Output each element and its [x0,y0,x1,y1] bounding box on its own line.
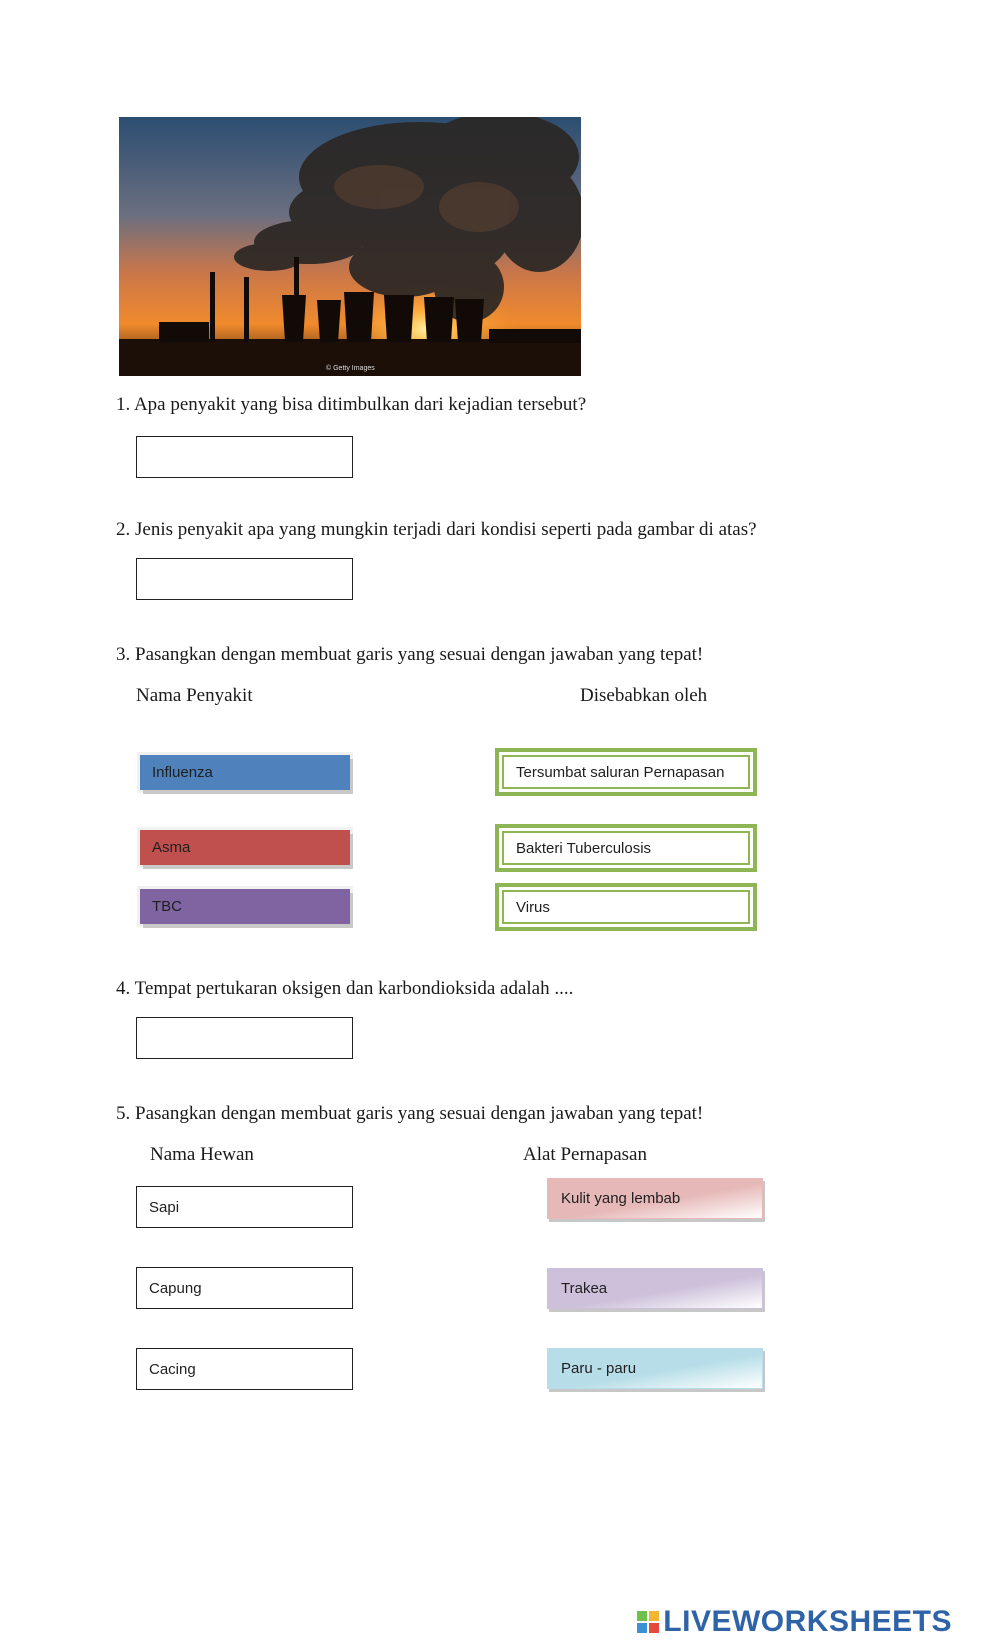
organ-label: Trakea [561,1280,608,1297]
answer-4-input[interactable] [136,1017,353,1059]
question-3-number: 3. [116,644,131,665]
question-1-number: 1. [116,394,131,415]
cause-label: Tersumbat saluran Pernapasan [502,755,750,789]
q5-left-header: Nama Hewan [150,1144,254,1165]
animal-label: Sapi [149,1198,180,1216]
animal-item-sapi[interactable] [136,1186,353,1228]
question-4-text: Tempat pertukaran oksigen dan karbondioksida adalah .... [134,978,574,999]
cause-label: Bakteri Tuberculosis [502,831,750,865]
question-1-text: Apa penyakit yang bisa ditimbulkan dari kejadian tersebut? [133,394,587,415]
question-4 [116,978,573,1000]
animal-label: Capung [149,1279,202,1297]
answer-1-input[interactable] [136,436,353,478]
q3-right-header: Disebabkan oleh [580,685,708,706]
organ-item-trakea[interactable] [547,1268,763,1309]
animal-label: Cacing [149,1360,196,1378]
factory-smoke-photo [119,117,581,376]
animal-item-capung[interactable] [136,1267,353,1309]
disease-item-asma[interactable] [140,830,350,865]
cause-label: Virus [502,890,750,924]
question-2 [116,519,757,541]
q5-right-header: Alat Pernapasan [523,1144,647,1165]
disease-item-influenza[interactable] [140,755,350,790]
liveworksheets-logo-icon [637,1611,659,1633]
question-5 [116,1103,703,1125]
organ-label: Paru - paru [561,1360,637,1377]
question-5-text: Pasangkan dengan membuat garis yang sesuai dengan jawaban yang tepat! [135,1103,704,1124]
organ-item-paru[interactable] [547,1348,763,1389]
organ-label: Kulit yang lembab [561,1190,681,1207]
q3-left-header: Nama Penyakit [136,685,253,706]
disease-label: Asma [152,839,191,856]
cause-item-bakteri[interactable] [495,824,757,872]
disease-label: TBC [152,898,182,915]
answer-2-input[interactable] [136,558,353,600]
cause-item-virus[interactable] [495,883,757,931]
question-4-number: 4. [116,978,131,999]
question-3 [116,644,703,666]
photo-credit: © Getty Images [326,365,375,372]
question-2-text: Jenis penyakit apa yang mungkin terjadi dari kondisi seperti pada gambar di atas? [135,519,757,540]
question-3-text: Pasangkan dengan membuat garis yang sesuai dengan jawaban yang tepat! [135,644,704,665]
question-5-number: 5. [116,1103,131,1124]
logo-text: LIVEWORKSHEETS [663,1605,952,1638]
question-1 [116,394,586,416]
disease-label: Influenza [152,764,213,781]
liveworksheets-logo[interactable] [637,1605,952,1639]
cause-item-tersumbat[interactable] [495,748,757,796]
animal-item-cacing[interactable] [136,1348,353,1390]
disease-item-tbc[interactable] [140,889,350,924]
organ-item-kulit[interactable] [547,1178,763,1219]
question-2-number: 2. [116,519,131,540]
